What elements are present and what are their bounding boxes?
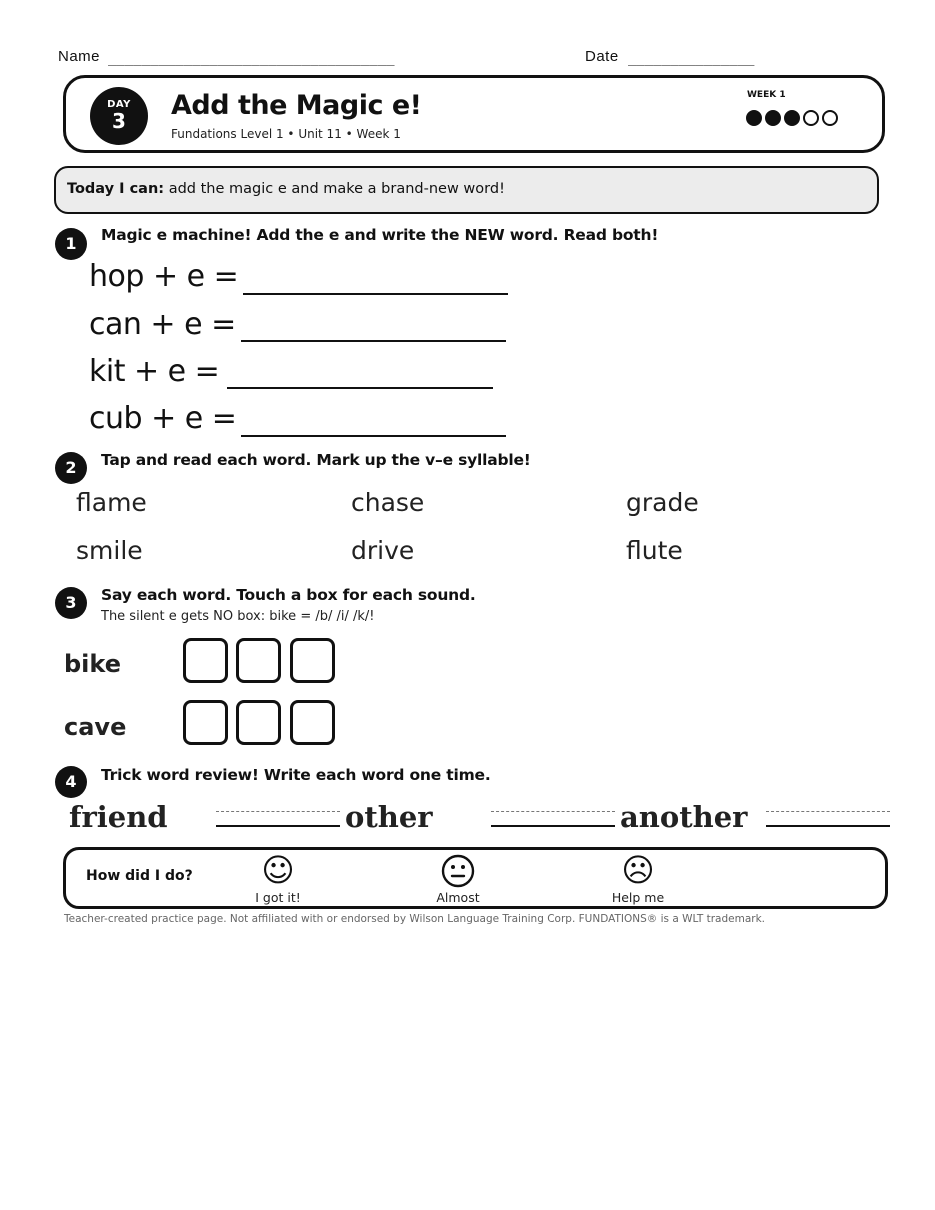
option-label-almost: Almost (436, 890, 480, 905)
word-drive: drive (351, 536, 415, 565)
equation-cub: cub + e = (89, 401, 237, 436)
section-3-subtitle: The silent e gets NO box: bike = /b/ /i/ /k/! (101, 609, 375, 624)
section-2-number: 2 (55, 452, 87, 484)
word-chase: chase (351, 488, 425, 517)
option-label-help-me: Help me (611, 890, 665, 905)
day-label: DAY (107, 99, 131, 110)
writing-guide-dashed (766, 811, 890, 812)
word-flute: flute (626, 536, 683, 565)
sound-box[interactable] (236, 700, 281, 745)
progress-dot-3 (784, 110, 800, 126)
footer-disclaimer: Teacher-created practice page. Not affiliated with or endorsed by Wilson Language Training Corp. FUNDATIONS® is a WLT trademark. (64, 913, 766, 925)
sound-box[interactable] (236, 638, 281, 683)
neutral-face-svg (441, 854, 475, 888)
section-4-number: 4 (55, 766, 87, 798)
self-check-label: How did I do? (86, 868, 193, 884)
section-1-title: Magic e machine! Add the e and write the NEW word. Read both! (101, 226, 659, 244)
page-subtitle: Fundations Level 1 • Unit 11 • Week 1 (171, 127, 401, 141)
sound-word-cave: cave (64, 713, 127, 741)
word-smile: smile (76, 536, 143, 565)
progress-dot-2 (765, 110, 781, 126)
sound-box[interactable] (290, 638, 335, 683)
progress-dot-5 (822, 110, 838, 126)
writing-line-friend[interactable] (216, 825, 340, 827)
sound-word-bike: bike (64, 650, 121, 678)
answer-line-cub[interactable] (241, 435, 506, 437)
day-number: 3 (112, 109, 126, 133)
day-badge (90, 87, 148, 145)
neutral-face-icon[interactable] (438, 854, 478, 893)
trick-word-friend: friend (69, 800, 168, 834)
today-lead: Today I can: (67, 181, 165, 197)
week-label: WEEK 1 (747, 90, 786, 100)
word-grade: grade (626, 488, 699, 517)
date-line[interactable]: _______________ (628, 50, 755, 66)
sound-box[interactable] (290, 700, 335, 745)
page-title: Add the Magic e! (171, 90, 422, 121)
week-progress-dots (746, 110, 838, 126)
writing-line-another[interactable] (766, 825, 890, 827)
name-line[interactable]: __________________________________ (108, 50, 395, 66)
writing-guide-dashed (216, 811, 340, 812)
word-flame: flame (76, 488, 147, 517)
name-label: Name (58, 48, 101, 65)
section-2-title: Tap and read each word. Mark up the v–e syllable! (101, 451, 531, 469)
answer-line-hop[interactable] (243, 293, 508, 295)
writing-guide-dashed (491, 811, 615, 812)
date-label: Date (585, 48, 619, 65)
section-3-number: 3 (55, 587, 87, 619)
writing-line-other[interactable] (491, 825, 615, 827)
section-4-title: Trick word review! Write each word one time. (101, 766, 491, 784)
answer-line-can[interactable] (241, 340, 506, 342)
trick-word-other: other (345, 800, 433, 834)
trick-word-another: another (620, 800, 748, 834)
smiley-face-icon[interactable]: ☺ (261, 851, 295, 889)
section-3-title: Say each word. Touch a box for each sound. (101, 586, 476, 604)
progress-dot-4 (803, 110, 819, 126)
today-text (67, 181, 505, 197)
section-1-number: 1 (55, 228, 87, 260)
progress-dot-1 (746, 110, 762, 126)
equation-hop: hop + e = (89, 259, 239, 294)
equation-kit: kit + e = (89, 354, 220, 389)
answer-line-kit[interactable] (227, 387, 493, 389)
sound-box[interactable] (183, 638, 228, 683)
today-goal: add the magic e and make a brand-new word! (164, 181, 505, 197)
frowning-face-icon[interactable]: ☹ (621, 851, 655, 889)
option-label-got-it: I got it! (255, 890, 301, 905)
sound-box[interactable] (183, 700, 228, 745)
equation-can: can + e = (89, 307, 236, 342)
